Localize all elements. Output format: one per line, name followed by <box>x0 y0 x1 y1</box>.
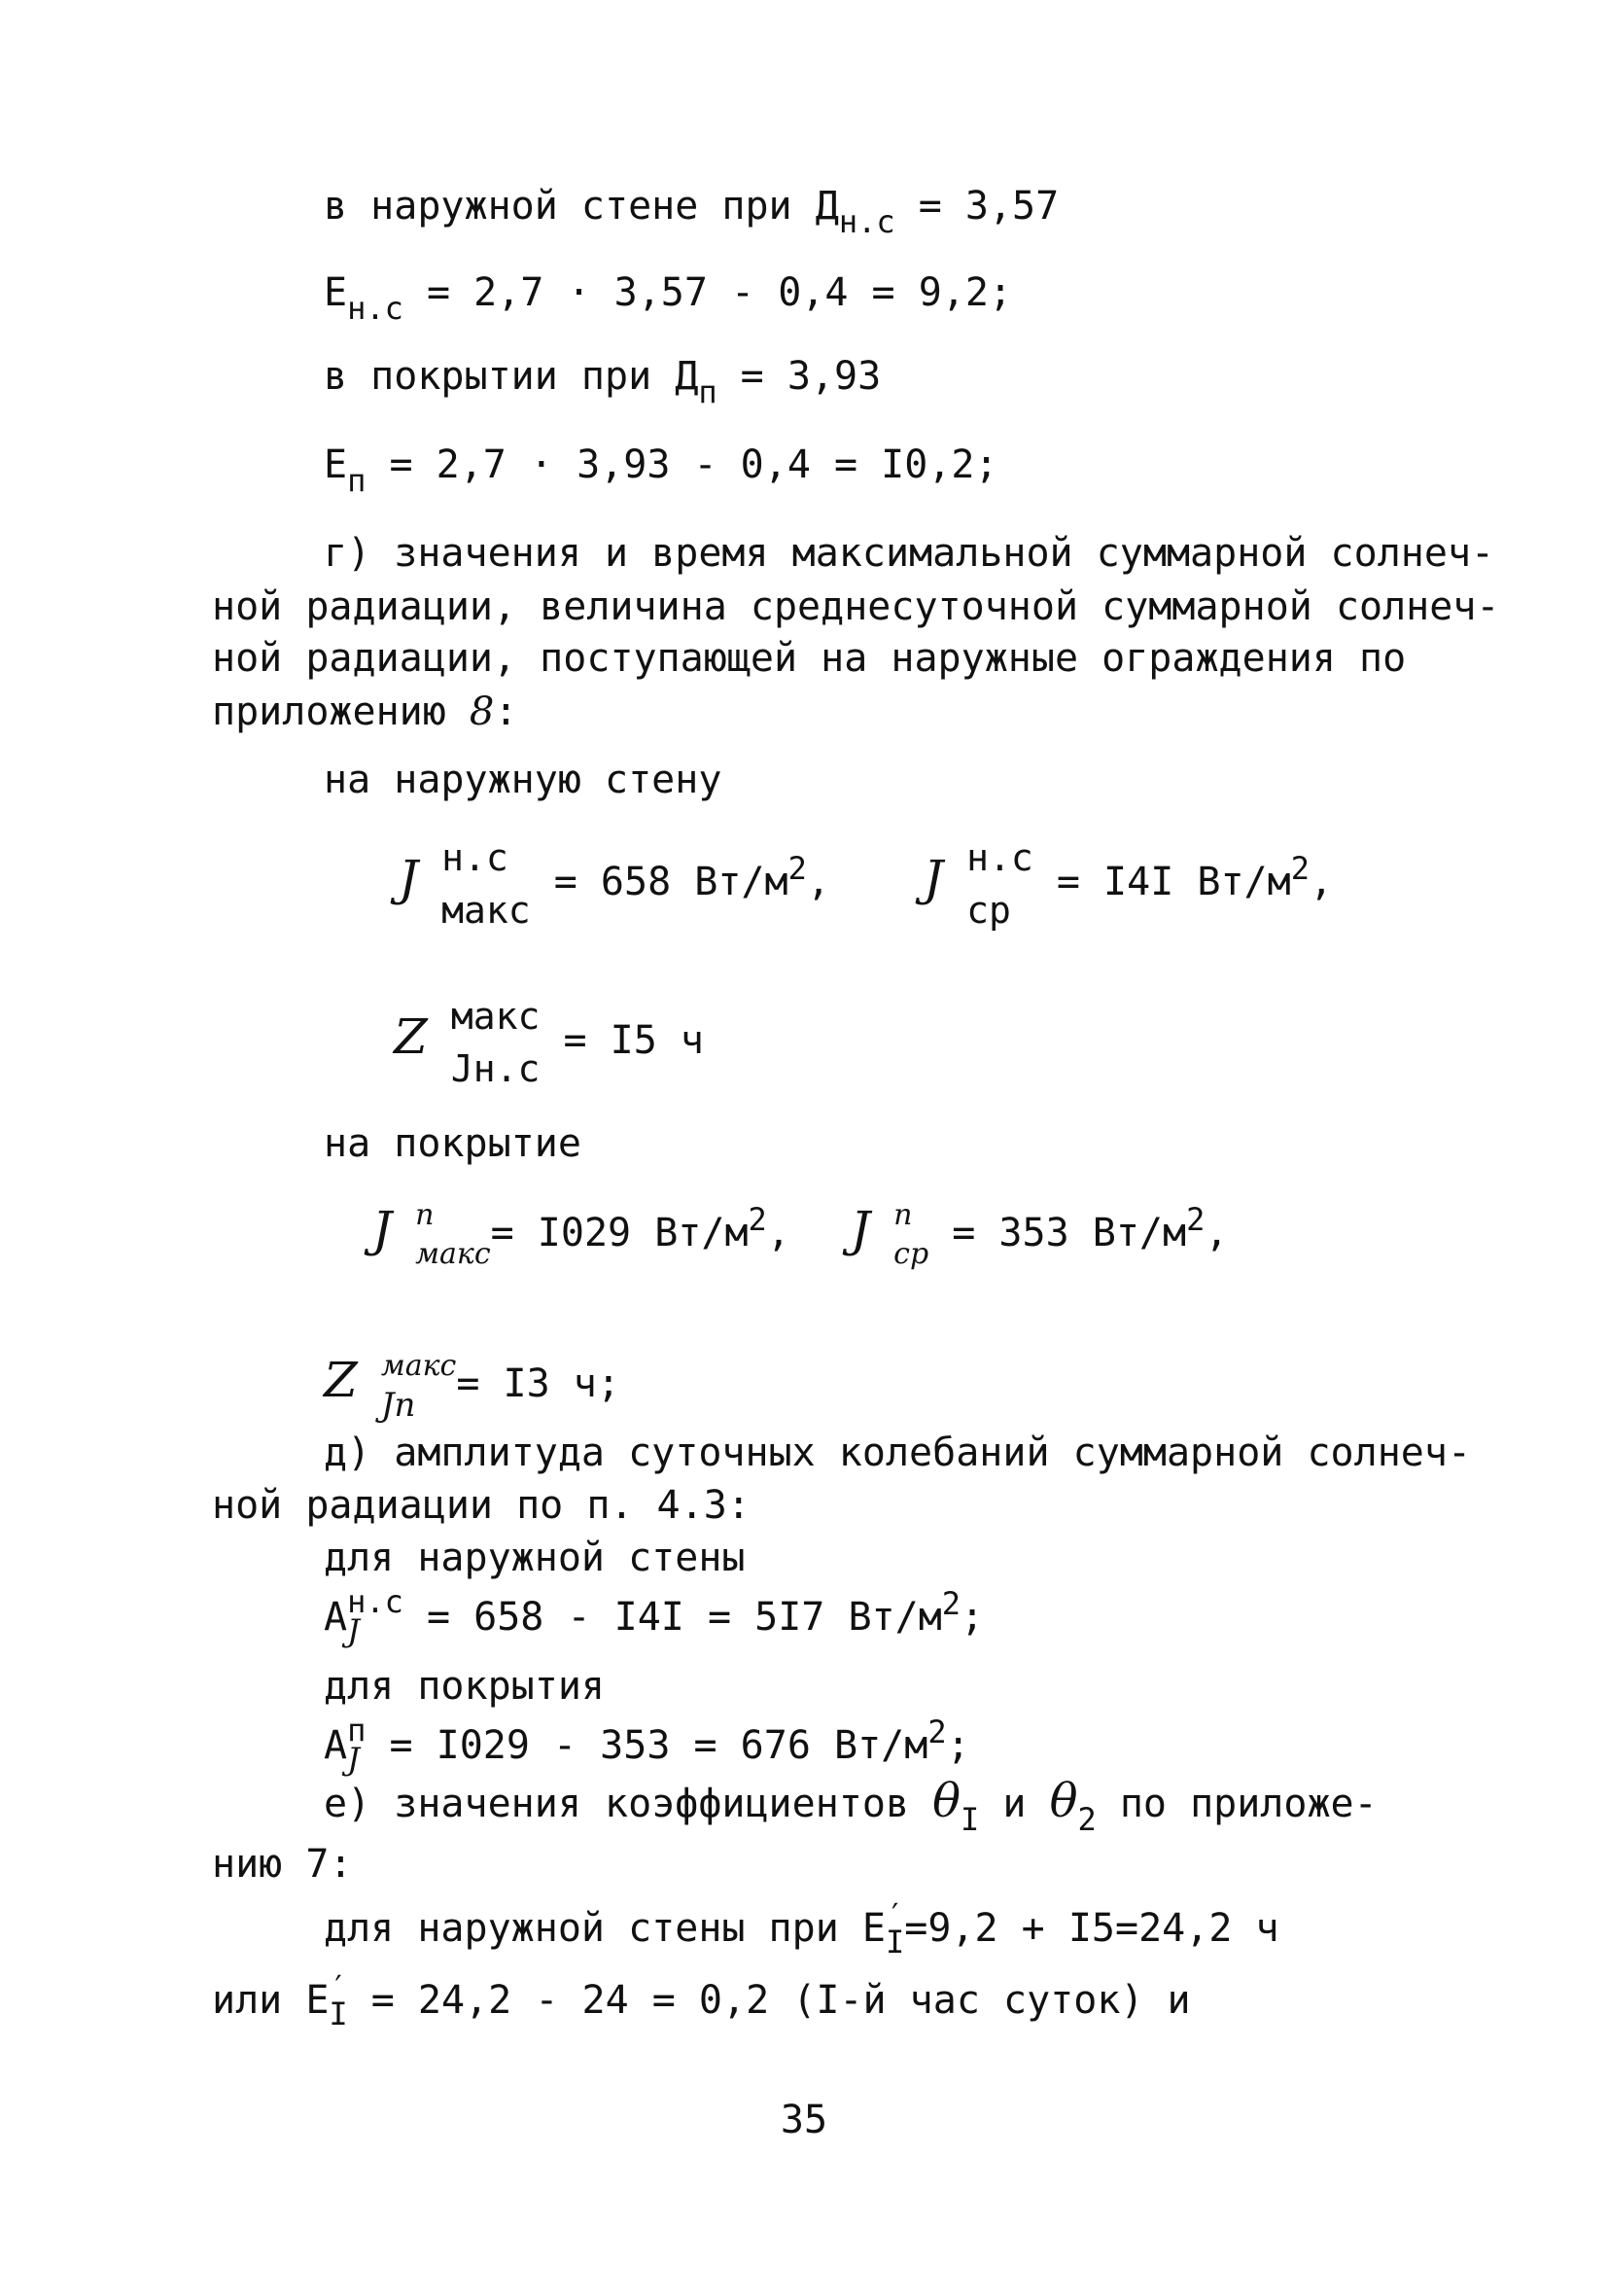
symbol: J <box>924 850 944 906</box>
text: Е <box>324 270 348 315</box>
equation-j-roof-avg <box>851 1196 1228 1274</box>
superscript: ′ <box>885 1896 905 1933</box>
text: = 2,7 · 3,57 - 0,4 = 9,2; <box>402 270 1013 315</box>
label-for-roof: для покрытия <box>324 1664 605 1709</box>
symbol: J <box>851 1201 871 1257</box>
text: , <box>766 1211 790 1255</box>
exponent: 2 <box>927 1713 947 1750</box>
equation-z-roof-max <box>324 1347 620 1425</box>
text: и <box>979 1782 1050 1826</box>
subscript: н.с <box>347 290 403 327</box>
symbol: A <box>324 1595 348 1640</box>
equation-z-wall-max <box>394 990 704 1095</box>
paragraph-d-line-2: ной радиации по п. 4.3: <box>212 1483 751 1528</box>
superscript: н.с <box>347 1583 403 1620</box>
subscript: 2 <box>1077 1801 1097 1838</box>
label-roof: на покрытие <box>324 1121 581 1166</box>
theta-symbol: θ <box>1049 1774 1078 1828</box>
subscript: ср <box>893 1237 929 1271</box>
line-roof-e <box>324 442 998 499</box>
exponent: 2 <box>787 850 807 887</box>
symbol: E <box>305 1978 330 2023</box>
text: = 24,2 - 24 = 0,2 (I-й час суток) и <box>347 1978 1191 2023</box>
text: или <box>212 1978 306 2023</box>
symbol: J <box>372 1201 393 1257</box>
subscript: п <box>698 373 717 410</box>
equation-j-wall-max <box>399 831 830 936</box>
equation-amplitude-roof <box>324 1712 970 1778</box>
superscript: н.с <box>441 836 508 879</box>
exponent: 2 <box>1186 1201 1206 1238</box>
text: Е <box>324 442 348 487</box>
text: : <box>494 689 518 734</box>
subscript: J <box>347 1612 360 1649</box>
superscript: п <box>415 1198 435 1232</box>
text: = I029 - 353 = 676 Вт/м <box>366 1723 928 1768</box>
text: = I4I Вт/м <box>1032 860 1291 904</box>
symbol: Z <box>324 1352 358 1408</box>
theta-symbol: θ <box>932 1774 961 1828</box>
text: приложению <box>212 689 470 734</box>
label-for-outer-wall: для наружной стены <box>324 1536 746 1580</box>
paragraph-e-line-1 <box>324 1774 1378 1838</box>
exponent: 2 <box>941 1585 961 1622</box>
subscript: I <box>961 1801 980 1838</box>
symbol: Z <box>394 1008 428 1065</box>
text: = I029 Вт/м <box>490 1211 749 1255</box>
text: ; <box>946 1723 970 1768</box>
text: в покрытии при Д <box>324 354 699 399</box>
superscript: п <box>347 1712 367 1748</box>
subscript: I <box>885 1924 905 1960</box>
paragraph-g-line-4 <box>212 689 517 735</box>
text: =9,2 + I5=24,2 ч <box>904 1906 1279 1951</box>
paragraph-e-line-4 <box>212 1968 1191 2032</box>
equation-j-wall-avg <box>924 831 1333 936</box>
paragraph-e-line-2: нию 7: <box>212 1842 353 1887</box>
superscript: макс <box>450 995 541 1038</box>
exponent: 2 <box>1290 850 1310 887</box>
subscript: макс <box>441 889 531 932</box>
text: е) значения коэффициентов <box>324 1782 933 1826</box>
exponent: 2 <box>748 1201 767 1238</box>
equation-amplitude-wall <box>324 1583 985 1649</box>
subscript: I <box>329 1996 348 2032</box>
subscript: п <box>347 462 367 499</box>
text: для наружной стены при <box>324 1906 862 1951</box>
equation-j-roof-max <box>372 1196 790 1274</box>
line-roof-d <box>324 353 882 410</box>
superscript: макс <box>380 1349 457 1383</box>
text: ; <box>961 1595 985 1640</box>
line-outer-wall-d <box>324 183 1060 240</box>
text: = 658 - I4I = 5I7 Вт/м <box>402 1595 942 1640</box>
paragraph-e-line-3 <box>324 1896 1279 1960</box>
text: = I5 ч <box>540 1018 704 1063</box>
text: = 658 Вт/м <box>530 860 788 904</box>
text: , <box>1309 860 1334 904</box>
superscript: н.с <box>966 836 1033 879</box>
superscript: ′ <box>329 1968 348 2005</box>
subscript: макс <box>415 1237 491 1271</box>
text: в наружной стене при Д <box>324 184 839 229</box>
subscript: ср <box>966 889 1011 932</box>
appendix-number: 8 <box>469 689 495 734</box>
text: , <box>806 860 830 904</box>
subscript: н.с <box>838 203 895 240</box>
paragraph-g-line-2: ной радиации, величина среднесуточной суммарной солнеч- <box>212 584 1500 629</box>
paragraph-g-line-1: г) значения и время максимальной суммарной солнеч- <box>324 531 1495 576</box>
symbol: A <box>324 1723 348 1768</box>
subscript: J <box>347 1741 360 1778</box>
text: = 2,7 · 3,93 - 0,4 = I0,2; <box>366 442 998 487</box>
text: = 3,93 <box>717 354 882 399</box>
paragraph-d-line-1: д) амплитуда суточных колебаний суммарной солнеч- <box>324 1431 1472 1475</box>
text: по приложе- <box>1096 1782 1378 1826</box>
subscript: Jн.с <box>450 1047 541 1090</box>
text: = 353 Вт/м <box>928 1211 1187 1255</box>
subscript: Jп <box>380 1386 416 1425</box>
symbol: E <box>861 1906 886 1951</box>
superscript: п <box>893 1198 913 1232</box>
page-number: 35 <box>780 2098 828 2142</box>
text: = 3,57 <box>894 184 1060 229</box>
text: , <box>1205 1211 1229 1255</box>
label-outer-wall: на наружную стену <box>324 758 722 802</box>
text: = I3 ч; <box>456 1361 620 1406</box>
paragraph-g-line-3: ной радиации, поступающей на наружные ограждения по <box>212 636 1407 681</box>
symbol: J <box>399 850 419 906</box>
line-outer-wall-e <box>324 269 1013 327</box>
